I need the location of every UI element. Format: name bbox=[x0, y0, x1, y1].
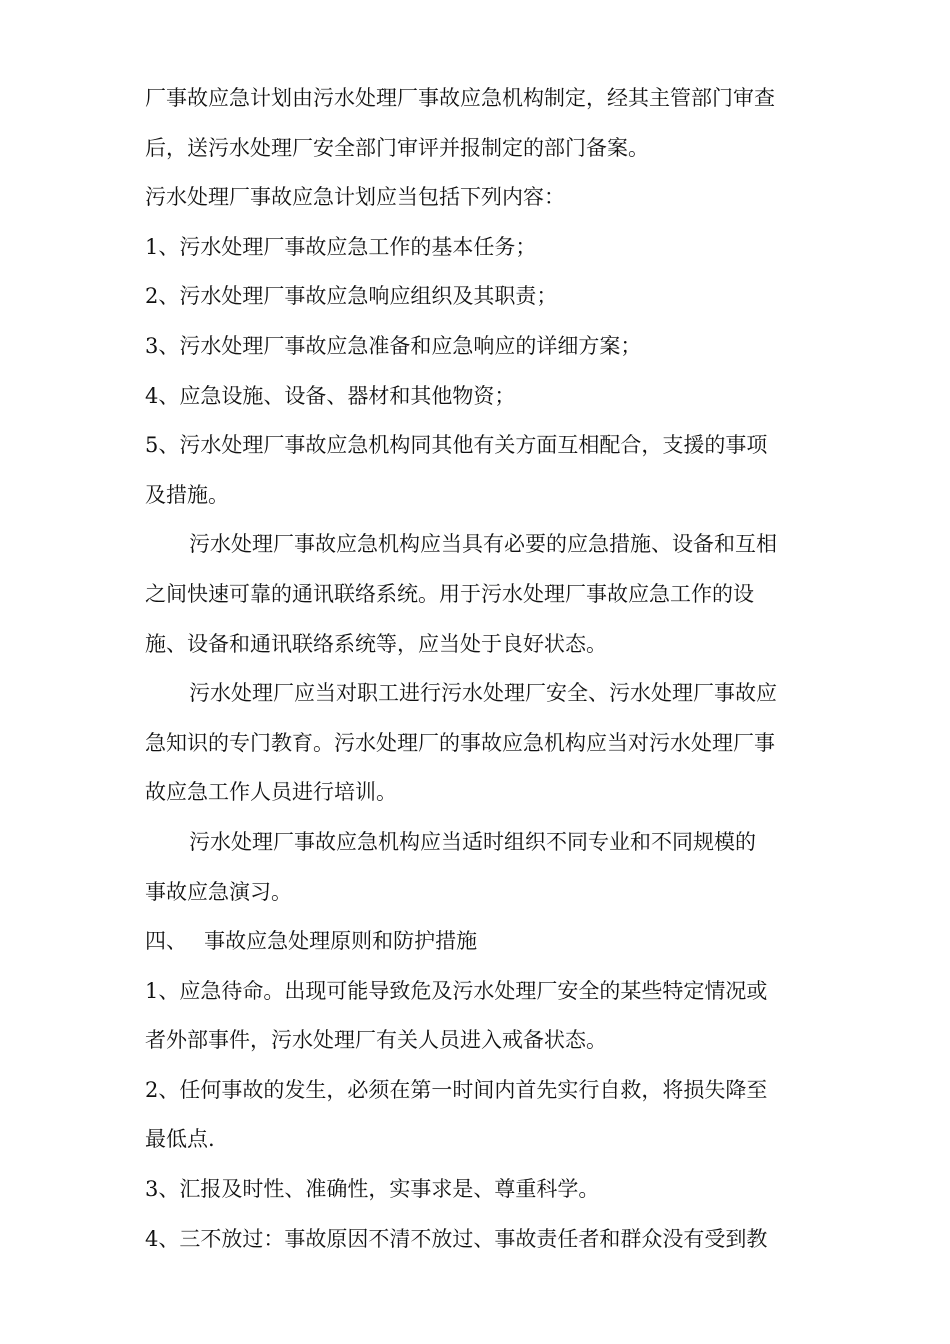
text-line: 者外部事件，污水处理厂有关人员进入戒备状态。 bbox=[145, 1028, 607, 1053]
list-item: 1、应急待命。出现可能导致危及污水处理厂安全的某些特定情况或 bbox=[145, 978, 768, 1003]
list-item: 2、污水处理厂事故应急响应组织及其职责； bbox=[145, 284, 558, 309]
section-heading: 四、 事故应急处理原则和防护措施 bbox=[145, 929, 478, 954]
paragraph-first-line: 污水处理厂应当对职工进行污水处理厂安全、污水处理厂事故应 bbox=[189, 681, 777, 706]
list-item: 3、污水处理厂事故应急准备和应急响应的详细方案； bbox=[145, 333, 642, 358]
text-line: 污水处理厂事故应急计划应当包括下列内容： bbox=[145, 185, 565, 210]
text-line: 之间快速可靠的通讯联络系统。用于污水处理厂事故应急工作的设 bbox=[145, 581, 754, 606]
paragraph-first-line: 污水处理厂事故应急机构应当具有必要的应急措施、设备和互相 bbox=[189, 532, 777, 557]
list-item: 4、三不放过：事故原因不清不放过、事故责任者和群众没有受到教 bbox=[145, 1226, 768, 1251]
text-line: 施、设备和通讯联络系统等，应当处于良好状态。 bbox=[145, 631, 607, 656]
list-item: 3、汇报及时性、准确性，实事求是、尊重科学。 bbox=[145, 1177, 600, 1202]
list-item: 1、污水处理厂事故应急工作的基本任务； bbox=[145, 234, 537, 259]
text-line: 后，送污水处理厂安全部门审评并报制定的部门备案。 bbox=[145, 135, 649, 160]
list-item: 5、污水处理厂事故应急机构同其他有关方面互相配合，支援的事项 bbox=[145, 433, 768, 458]
text-line: 急知识的专门教育。污水处理厂的事故应急机构应当对污水处理厂事 bbox=[145, 730, 775, 755]
document-body bbox=[145, 74, 810, 1264]
list-item: 2、任何事故的发生，必须在第一时间内首先实行自救，将损失降至 bbox=[145, 1077, 768, 1102]
text-line: 及措施。 bbox=[145, 482, 229, 507]
list-item: 4、应急设施、设备、器材和其他物资； bbox=[145, 383, 516, 408]
text-line: 事故应急演习。 bbox=[145, 879, 292, 904]
paragraph-first-line: 污水处理厂事故应急机构应当适时组织不同专业和不同规模的 bbox=[189, 829, 756, 854]
text-line: 最低点. bbox=[145, 1127, 215, 1152]
text-line: 厂事故应急计划由污水处理厂事故应急机构制定，经其主管部门审查 bbox=[145, 86, 775, 110]
text-line: 故应急工作人员进行培训。 bbox=[145, 780, 397, 805]
